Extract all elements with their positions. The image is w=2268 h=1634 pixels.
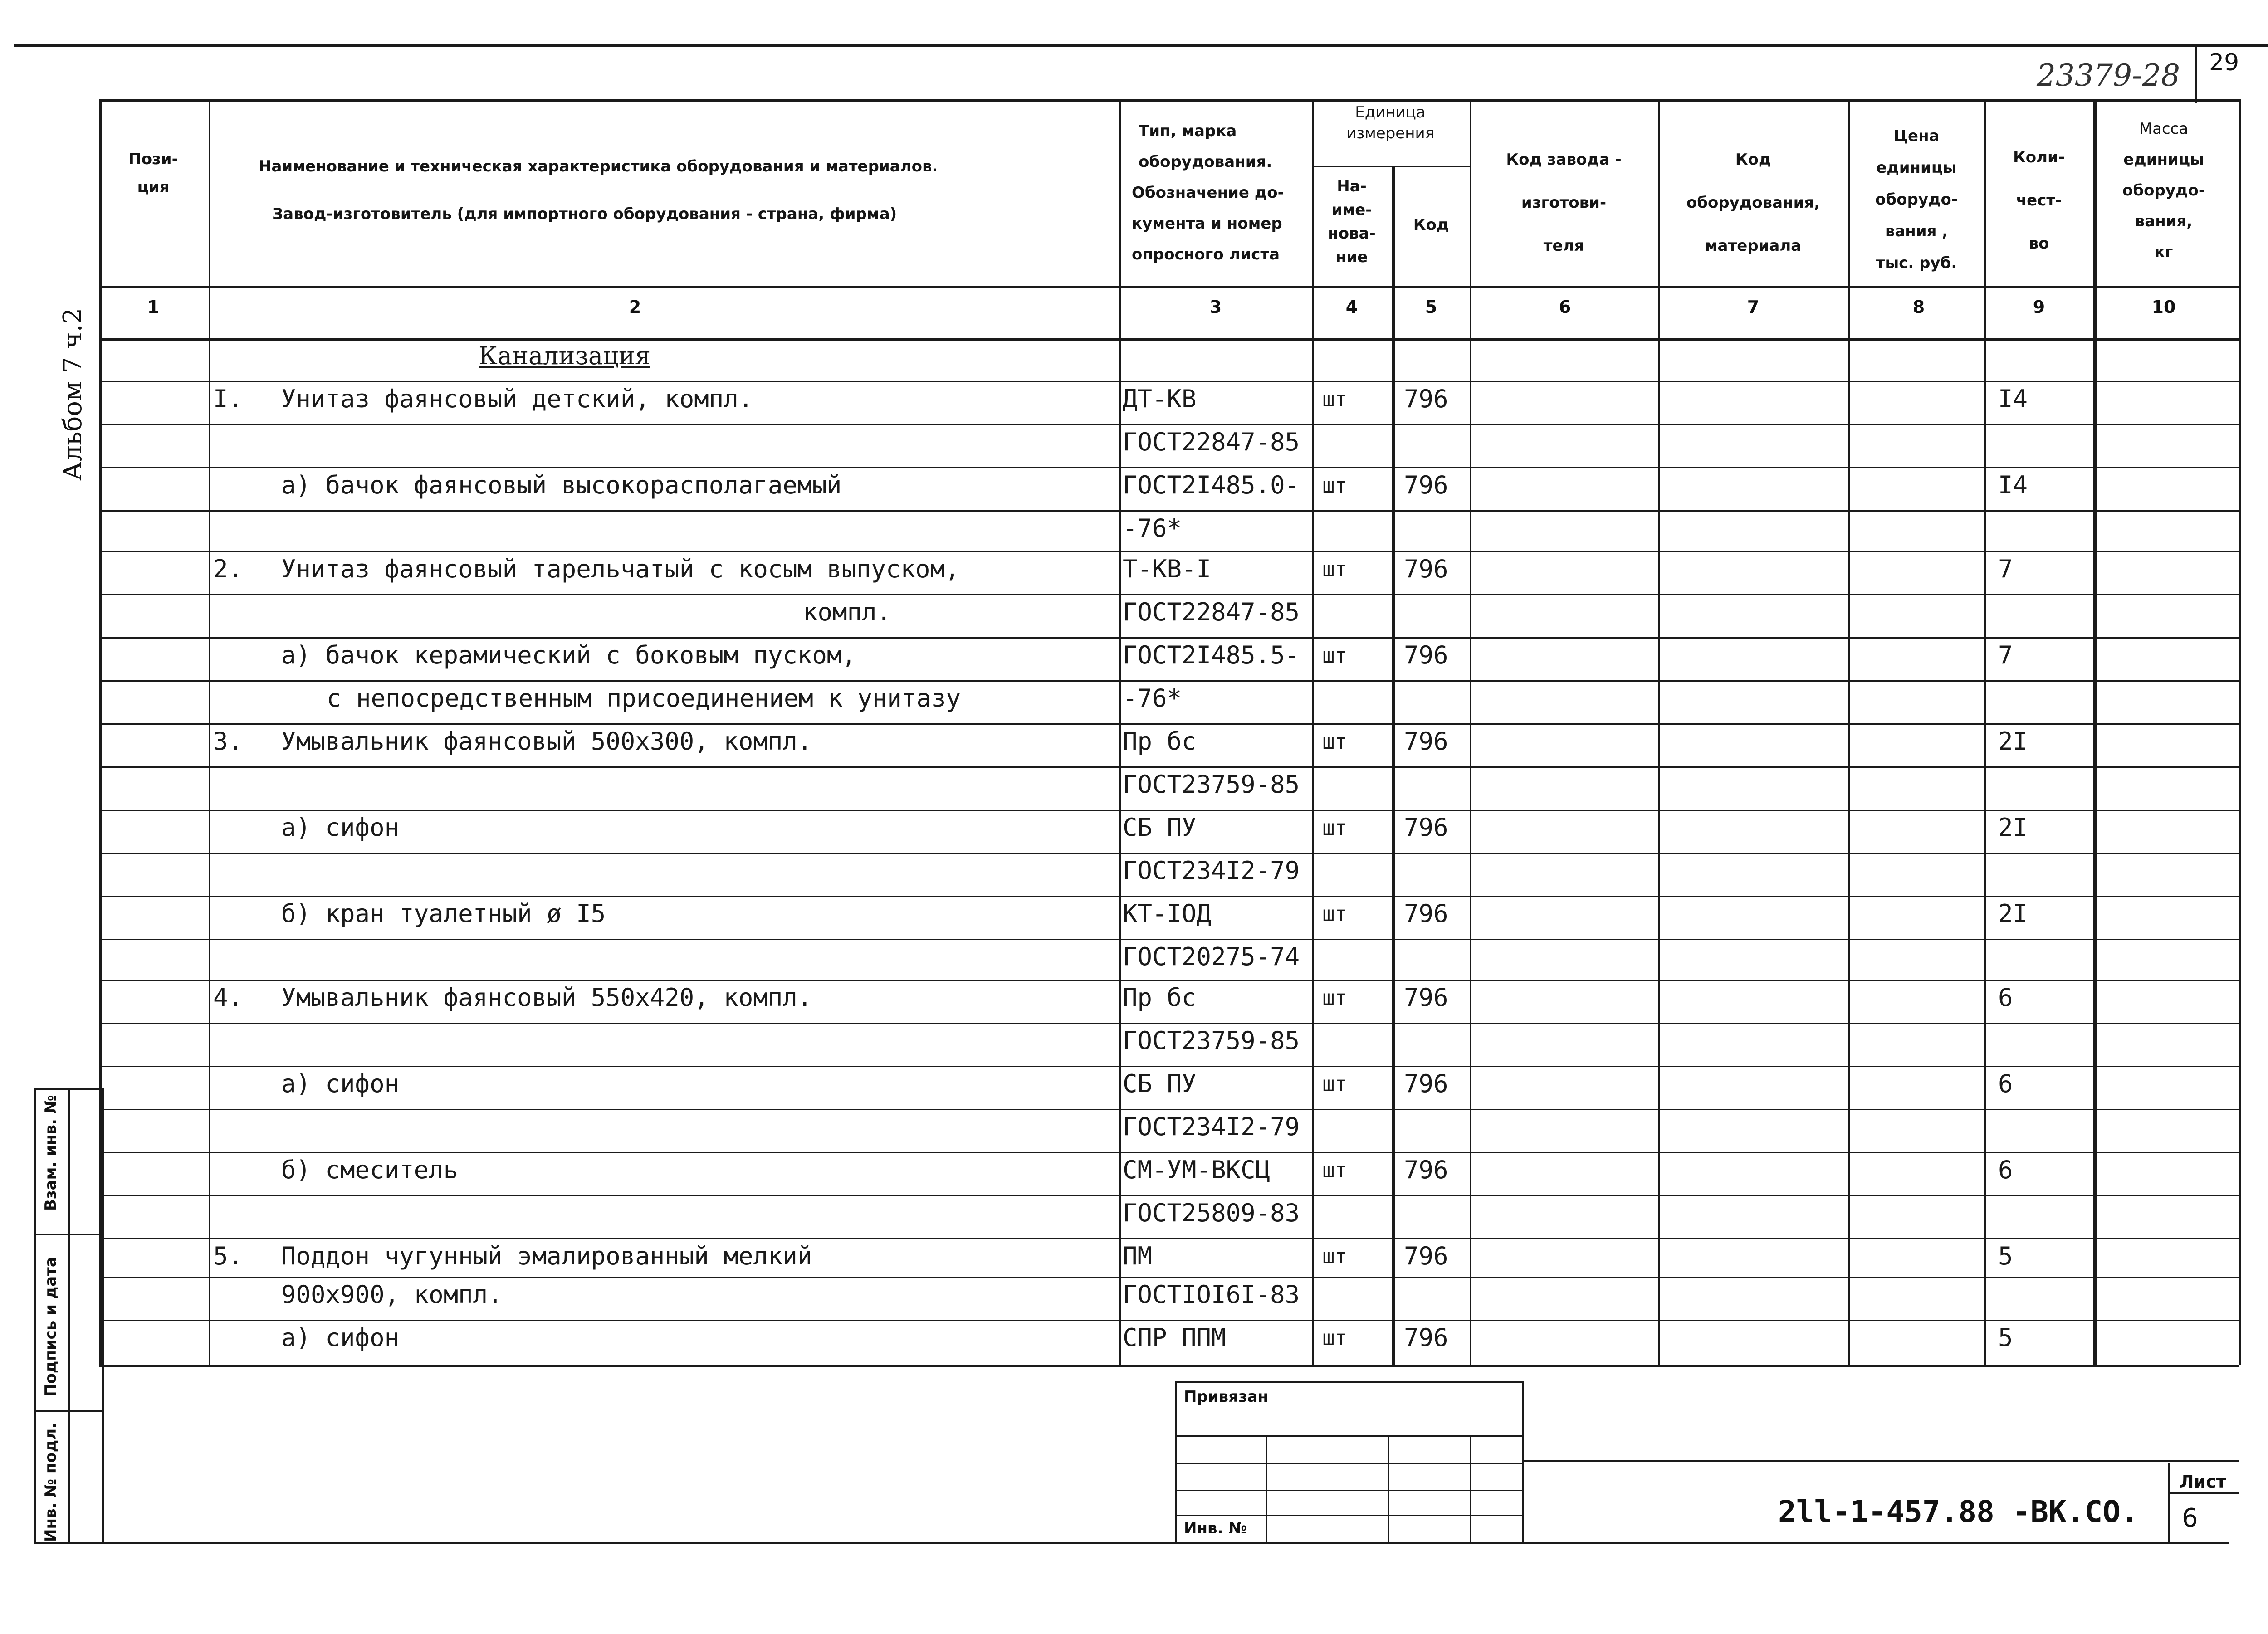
cell-type: ГОСТ22847-85 [1123, 598, 1300, 626]
cell-name: Умывальник фаянсовый 500х300, компл. [281, 727, 812, 756]
row-rule [99, 939, 2239, 940]
cell-qty: I4 [1998, 385, 2028, 413]
cell-type: ГОСТ234I2-79 [1123, 856, 1300, 885]
colnum-3: 3 [1209, 297, 1222, 317]
tb-rule [1175, 1381, 1524, 1383]
cell-code: 796 [1404, 1069, 1448, 1098]
colnum-10: 10 [2151, 297, 2176, 317]
table-left-border [99, 99, 102, 1365]
column-rule [2093, 99, 2097, 1365]
top-frame-line [14, 44, 2268, 47]
cell-qty: 6 [1998, 1156, 2013, 1184]
cell-type: ГОСТ23759-85 [1123, 1026, 1300, 1055]
tb-rule [1175, 1381, 1177, 1542]
cell-unit: шт [1322, 1326, 1348, 1350]
cell-type: ГОСТ2I485.0- [1123, 471, 1300, 499]
row-rule [99, 467, 2239, 468]
cell-qty: I4 [1998, 471, 2028, 499]
stamp-rule [34, 1234, 104, 1235]
tb-rule [1388, 1435, 1389, 1542]
cell-type: ГОСТIОI6I-83 [1123, 1280, 1300, 1309]
header-col10: Масса единицы оборудо- вания, кг [2122, 120, 2205, 261]
cell-name: б) кран туалетный ø I5 [281, 899, 606, 928]
cell-unit: шт [1322, 643, 1348, 668]
tb-rule [1470, 1435, 1471, 1542]
column-rule [209, 99, 210, 1365]
handwritten-doc-number: 23379-28 [2037, 58, 2180, 93]
stamp-vzam: Взам. инв. № [42, 1095, 60, 1211]
tb-rule [1175, 1435, 1524, 1437]
cell-name: а) бачок керамический с боковым пуском, [281, 641, 856, 669]
cell-type: ГОСТ23759-85 [1123, 770, 1300, 799]
tb-rule [1175, 1463, 1524, 1464]
tb-rule [1266, 1435, 1267, 1542]
cell-pos: 2. [213, 555, 243, 583]
cell-code: 796 [1404, 1156, 1448, 1184]
cell-unit: шт [1322, 729, 1348, 754]
stamp-rule [34, 1410, 104, 1412]
cell-type: ГОСТ20275-74 [1123, 942, 1300, 971]
column-rule [1658, 99, 1660, 1365]
header-col8: Цена единицы оборудо- вания , тыс. руб. [1875, 127, 1958, 272]
column-rule [1470, 99, 1471, 1365]
stamp-rule [102, 1088, 104, 1542]
colnum-1: 1 [147, 297, 160, 317]
cell-type: -76* [1123, 514, 1182, 542]
cell-type: ДТ-КВ [1123, 385, 1197, 413]
cell-qty: 5 [1998, 1323, 2013, 1352]
cell-name: компл. [803, 598, 892, 626]
colnum-2: 2 [629, 297, 641, 317]
cell-type: СПР ППМ [1123, 1323, 1226, 1352]
cell-type: -76* [1123, 684, 1182, 712]
header-col9: Коли- чест- во [2013, 148, 2065, 253]
cell-code: 796 [1404, 983, 1448, 1012]
row-rule [99, 1195, 2239, 1196]
cell-type: Т-КВ-I [1123, 555, 1212, 583]
cell-name: Поддон чугунный эмалированный мелкий [281, 1242, 812, 1270]
cell-name: Умывальник фаянсовый 550х420, компл. [281, 983, 812, 1012]
column-rule [1984, 99, 1986, 1365]
cell-qty: 5 [1998, 1242, 2013, 1270]
cell-type: ГОСТ2I485.5- [1123, 641, 1300, 669]
colnum-5: 5 [1425, 297, 1437, 317]
colnum-4: 4 [1345, 297, 1358, 317]
cell-unit: шт [1322, 1158, 1348, 1182]
cell-name: Канализация [479, 341, 650, 370]
header-unit-title: Единица измерения [1346, 103, 1435, 142]
table-bottom-rule [99, 1365, 2239, 1367]
cell-pos: 5. [213, 1242, 243, 1270]
cell-code: 796 [1404, 899, 1448, 928]
row-rule [99, 1152, 2239, 1153]
cell-unit: шт [1322, 902, 1348, 926]
colnum-9: 9 [2033, 297, 2045, 317]
page-number: 29 [2209, 49, 2239, 76]
cell-code: 796 [1404, 471, 1448, 499]
cell-pos: I. [213, 385, 243, 413]
privyazan-label: Привязан [1184, 1388, 1269, 1406]
cell-type: СБ ПУ [1123, 1069, 1197, 1098]
header-col1: Пози- ция [128, 150, 178, 196]
cell-qty: 6 [1998, 1069, 2013, 1098]
sheet-number: 6 [2182, 1503, 2198, 1533]
cell-qty: 6 [1998, 983, 2013, 1012]
cell-name: Унитаз фаянсовый тарельчатый с косым выпуском, [281, 555, 960, 583]
cell-code: 796 [1404, 813, 1448, 842]
cell-type: ПМ [1123, 1242, 1153, 1270]
inv-no-label: Инв. № [1184, 1519, 1247, 1537]
unit-subheader-rule [1312, 166, 1470, 167]
column-rule [1312, 99, 1314, 1365]
bottom-frame-line [34, 1542, 2229, 1544]
cell-code: 796 [1404, 385, 1448, 413]
row-rule [99, 896, 2239, 897]
header-col5: Код [1413, 216, 1449, 234]
document-designation: 2ll-1-457.88 -BK.CO. [1778, 1494, 2139, 1529]
cell-qty: 2I [1998, 813, 2028, 842]
table-right-border [2239, 99, 2241, 1365]
row-rule [99, 594, 2239, 595]
cell-qty: 7 [1998, 555, 2013, 583]
cell-code: 796 [1404, 727, 1448, 756]
colnum-8: 8 [1912, 297, 1925, 317]
header-col6: Код завода - изготови- теля [1506, 151, 1622, 255]
colnum-6: 6 [1559, 297, 1571, 317]
cell-type: ГОСТ234I2-79 [1123, 1112, 1300, 1141]
row-rule [99, 424, 2239, 425]
row-rule [99, 510, 2239, 512]
cell-type: КТ-IОД [1123, 899, 1212, 928]
row-rule [99, 853, 2239, 854]
column-rule [1848, 99, 1850, 1365]
header-col2: Наименование и техническая характеристика оборудования и материалов. Завод-изготовитель (для импортного оборудования - страна, фирма) [259, 157, 938, 223]
cell-name: а) сифон [281, 813, 400, 842]
row-rule [99, 1023, 2239, 1024]
row-rule [99, 766, 2239, 768]
cell-unit: шт [1322, 1072, 1348, 1096]
cell-name: а) бачок фаянсовый высокорасполагаемый [281, 471, 842, 499]
row-rule [99, 810, 2239, 811]
cell-code: 796 [1404, 1323, 1448, 1352]
cell-qty: 7 [1998, 641, 2013, 669]
cell-type: Пр бс [1123, 983, 1197, 1012]
cell-qty: 2I [1998, 727, 2028, 756]
row-rule [99, 980, 2239, 981]
row-rule [99, 1277, 2239, 1278]
tb-rule [1175, 1490, 1524, 1491]
sheet-label: Лист [2180, 1472, 2226, 1492]
cell-type: Пр бс [1123, 727, 1197, 756]
column-rule [1392, 166, 1395, 1365]
stamp-podpis: Подпись и дата [42, 1257, 60, 1397]
cell-unit: шт [1322, 1244, 1348, 1268]
album-label: Альбом 7 ч.2 [58, 307, 88, 481]
cell-name: а) сифон [281, 1323, 400, 1352]
row-rule [99, 1066, 2239, 1067]
row-rule [99, 381, 2239, 382]
row-rule [99, 551, 2239, 552]
cell-code: 796 [1404, 1242, 1448, 1270]
cell-unit: шт [1322, 557, 1348, 581]
row-rule [99, 680, 2239, 682]
header-col7: Код оборудования, материала [1686, 151, 1820, 255]
cell-unit: шт [1322, 387, 1348, 411]
cell-qty: 2I [1998, 899, 2028, 928]
header-bottom-rule [99, 286, 2239, 288]
cell-name: Унитаз фаянсовый детский, компл. [281, 385, 753, 413]
cell-name: б) смеситель [281, 1156, 459, 1184]
cell-name: с непосредственным присоединением к унитазу [327, 684, 961, 712]
cell-name: 900х900, компл. [281, 1280, 503, 1309]
tb-rule [2168, 1463, 2170, 1542]
cell-type: ГОСТ25809-83 [1123, 1199, 1300, 1227]
row-rule [99, 1238, 2239, 1239]
tb-rule [1522, 1460, 2239, 1462]
stamp-rule [34, 1088, 36, 1542]
row-rule [99, 1320, 2239, 1321]
header-col4: На- име- нова- ние [1328, 177, 1376, 266]
header-col3: Тип, марка оборудования. Обозначение до- кумента и номер опросного листа [1132, 122, 1284, 263]
cell-type: СМ-УМ-ВКСЦ [1123, 1156, 1271, 1184]
cell-pos: 4. [213, 983, 243, 1012]
cell-unit: шт [1322, 815, 1348, 840]
cell-name: а) сифон [281, 1069, 400, 1098]
stamp-inv-podl: Инв. № подл. [42, 1422, 60, 1542]
numbers-bottom-rule [99, 338, 2239, 341]
tb-rule [2168, 1492, 2239, 1494]
table-top-border [99, 99, 2239, 102]
tb-rule [1175, 1515, 1524, 1516]
cell-unit: шт [1322, 985, 1348, 1010]
page-number-box-left [2195, 45, 2197, 103]
row-rule [99, 637, 2239, 639]
row-rule [99, 1109, 2239, 1110]
colnum-7: 7 [1747, 297, 1760, 317]
column-rule [1119, 99, 1121, 1365]
cell-unit: шт [1322, 473, 1348, 498]
row-rule [99, 723, 2239, 725]
stamp-rule [68, 1088, 70, 1542]
cell-pos: 3. [213, 727, 243, 756]
cell-type: ГОСТ22847-85 [1123, 428, 1300, 456]
cell-code: 796 [1404, 555, 1448, 583]
cell-type: СБ ПУ [1123, 813, 1197, 842]
cell-code: 796 [1404, 641, 1448, 669]
